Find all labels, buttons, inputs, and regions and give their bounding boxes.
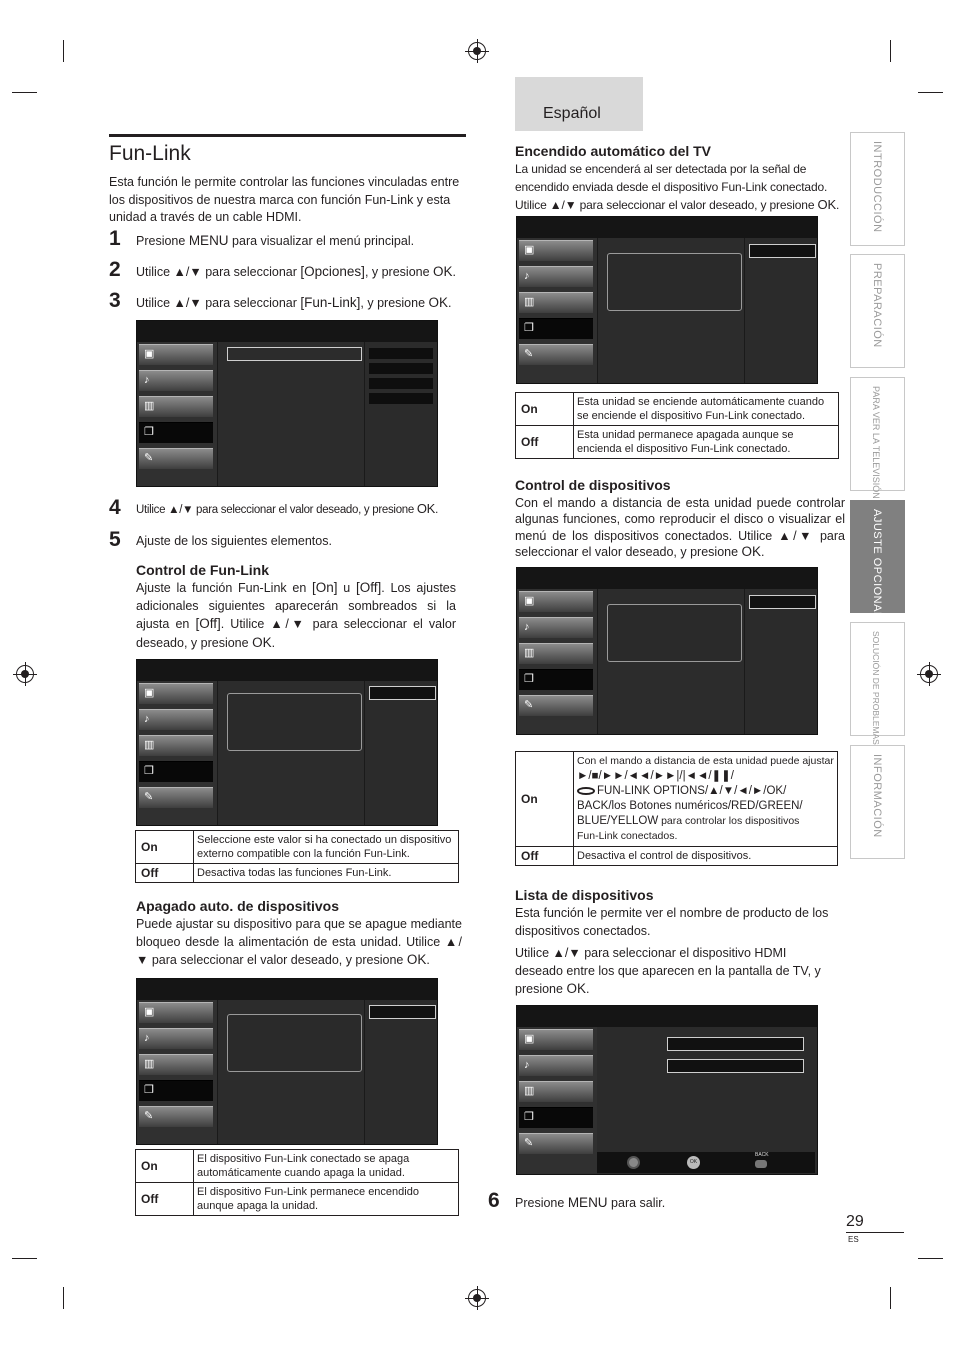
back-button-icon xyxy=(755,1160,767,1168)
back-button-label: BACK xyxy=(755,1152,769,1158)
registration-mark-icon xyxy=(16,665,34,683)
menu-screenshot-lista xyxy=(516,1005,818,1175)
option-key: Off xyxy=(136,864,194,883)
encendido-paragraph: La unidad se encenderá al ser detectada por la señal de encendido enviada desde el dispositivo Fun-Link conectado. Utilice ▲/▼ para seleccionar el valor deseado, y presione OK. xyxy=(515,162,840,212)
description-table xyxy=(135,830,459,883)
menu-screenshot-apagado xyxy=(136,978,438,1145)
option-key: Off xyxy=(136,1183,194,1216)
section-heading: Control de dispositivos xyxy=(515,477,671,493)
picture-icon: ▣ xyxy=(524,1033,535,1045)
step-number: 4 xyxy=(109,496,121,519)
option-key: Off xyxy=(516,847,574,866)
page-language-code: ES xyxy=(848,1235,859,1244)
step-5-text: Ajuste de los siguientes elementos. xyxy=(136,534,332,548)
option-key: On xyxy=(516,752,574,847)
funlink-logo-icon xyxy=(577,787,595,795)
description-table xyxy=(135,1149,459,1216)
dpad-icon xyxy=(627,1156,640,1169)
language-tab xyxy=(515,77,643,131)
options-icon: ❐ xyxy=(144,426,154,438)
page-number: 29 xyxy=(846,1213,864,1230)
option-description: Desactiva todas las funciones Fun-Link. xyxy=(194,864,459,883)
section-heading: Lista de dispositivos xyxy=(515,887,654,903)
title-rule xyxy=(109,134,466,137)
section-heading: Encendido automático del TV xyxy=(515,143,712,159)
option-key: On xyxy=(136,1150,194,1183)
step-number: 1 xyxy=(109,227,121,250)
lista-paragraph-1: Esta función le permite ver el nombre de producto de los dispositivos conectados. xyxy=(515,906,829,938)
menu-screenshot-funlink xyxy=(136,320,438,487)
step-number: 6 xyxy=(488,1189,500,1212)
registration-mark-icon xyxy=(468,1289,486,1307)
options-icon: ❐ xyxy=(524,673,534,685)
language-icon: ✎ xyxy=(524,348,534,360)
sound-icon: ♪ xyxy=(524,270,530,282)
picture-icon: ▣ xyxy=(144,687,155,699)
channel-icon: ▥ xyxy=(144,400,155,412)
registration-mark-icon xyxy=(920,665,938,683)
channel-icon: ▥ xyxy=(524,1085,535,1097)
option-description: El dispositivo Fun-Link conectado se apaga automáticamente cuando apaga la unidad. xyxy=(194,1150,459,1183)
option-description: Esta unidad permanece apagada aunque se encienda el dispositivo Fun-Link conectado. xyxy=(574,426,839,459)
page-title: Fun-Link xyxy=(109,142,191,165)
menu-screenshot-encendido xyxy=(516,216,818,384)
ok-button-icon: OK xyxy=(687,1156,700,1169)
options-icon: ❐ xyxy=(144,1084,154,1096)
step-number: 2 xyxy=(109,258,121,281)
language-icon: ✎ xyxy=(144,1110,154,1122)
lista-paragraph-2: Utilice ▲/▼ para seleccionar el dispositivo HDMI deseado entre los que aparecen en la pantalla de TV, y presione OK. xyxy=(515,946,821,996)
page-number-rule xyxy=(846,1232,904,1233)
language-icon: ✎ xyxy=(524,699,534,711)
step-1-text: Presione MENU para visualizar el menú principal. xyxy=(136,233,415,248)
control-funlink-paragraph: Ajuste la función Fun-Link en [On] u [Off]. Los ajustes adicionales siguientes aparecerán sombreados si la ajusta en [Off]. Utilice ▲/▼ para seleccionar el valor deseado, y presione OK. xyxy=(136,580,457,650)
options-icon: ❐ xyxy=(144,765,154,777)
step-2-text: Utilice ▲/▼ para seleccionar [Opciones], y presione OK. xyxy=(136,264,457,279)
language-icon: ✎ xyxy=(524,1137,534,1149)
tab-ajuste-opcional: AJUSTE OPCIONAL xyxy=(850,500,905,613)
description-table xyxy=(515,392,839,459)
picture-icon: ▣ xyxy=(524,244,535,256)
step-number: 5 xyxy=(109,528,121,551)
sound-icon: ♪ xyxy=(144,374,150,386)
language-icon: ✎ xyxy=(144,452,154,464)
option-description: El dispositivo Fun-Link permanece encendido aunque apaga la unidad. xyxy=(194,1183,459,1216)
option-key: On xyxy=(516,393,574,426)
tab-solucion-problemas: SOLUCIÓN DE PROBLEMAS xyxy=(850,622,905,736)
picture-icon: ▣ xyxy=(524,595,535,607)
apagado-paragraph: Puede ajustar su dispositivo para que se apague mediante bloqueo desde la alimentación de esta unidad. Utilice ▲/▼ para seleccionar el valor deseado, y presione OK. xyxy=(136,917,462,967)
sound-icon: ♪ xyxy=(524,1059,530,1071)
step-3-text: Utilice ▲/▼ para seleccionar [Fun-Link], y presione OK. xyxy=(136,295,452,310)
option-description: Desactiva el control de dispositivos. xyxy=(574,847,838,866)
intro-paragraph: Esta función le permite controlar las funciones vinculadas entre los dispositivos de nuestra marca con función Fun-Link y esta unidad a través de un cable HDMI. xyxy=(109,175,460,224)
sound-icon: ♪ xyxy=(144,713,150,725)
option-description: Esta unidad se enciende automáticamente cuando se enciende el dispositivo Fun-Link conectado. xyxy=(574,393,839,426)
tab-introduccion: INTRODUCCIÓN xyxy=(850,132,905,246)
channel-icon: ▥ xyxy=(144,739,155,751)
menu-screenshot-control-funlink xyxy=(136,659,438,826)
tab-para-ver-television: PARA VER LA TELEVISIÓN xyxy=(850,377,905,491)
language-label: Español xyxy=(543,105,601,122)
option-key: On xyxy=(136,831,194,864)
tab-preparacion: PREPARACIÓN xyxy=(850,254,905,368)
menu-screenshot-control-dispositivos xyxy=(516,567,818,735)
option-description: Con el mando a distancia de esta unidad puede ajustar ►/■/►►/◄◄/►►|/|◄◄/❚❚/ FUN-LINK OPTIONS/▲/▼/◄/►/OK/ BACK/los Botones numéricos/RED/GREEN/ BLUE/YELLOW para controlar los dispositivos Fun-Link conectados. xyxy=(574,752,838,847)
option-description: Seleccione este valor si ha conectado un dispositivo externo compatible con la función Fun-Link. xyxy=(194,831,459,864)
options-icon: ❐ xyxy=(524,1111,534,1123)
step-6-text: Presione MENU para salir. xyxy=(515,1195,666,1210)
channel-icon: ▥ xyxy=(144,1058,155,1070)
channel-icon: ▥ xyxy=(524,296,535,308)
registration-mark-icon xyxy=(468,42,486,60)
options-icon: ❐ xyxy=(524,322,534,334)
picture-icon: ▣ xyxy=(144,1006,155,1018)
section-heading: Apagado auto. de dispositivos xyxy=(136,898,340,914)
step-number: 3 xyxy=(109,289,121,312)
language-icon: ✎ xyxy=(144,791,154,803)
step-4-text: Utilice ▲/▼ para seleccionar el valor deseado, y presione OK. xyxy=(136,501,438,516)
option-key: Off xyxy=(516,426,574,459)
sound-icon: ♪ xyxy=(144,1032,150,1044)
tab-informacion: INFORMACIÓN xyxy=(850,745,905,859)
picture-icon: ▣ xyxy=(144,348,155,360)
channel-icon: ▥ xyxy=(524,647,535,659)
sound-icon: ♪ xyxy=(524,621,530,633)
section-heading: Control de Fun-Link xyxy=(136,562,269,578)
description-table xyxy=(515,751,838,866)
control-dispositivos-paragraph: Con el mando a distancia de esta unidad puede controlar algunas funciones, como reproducir el disco o visualizar el menú de los dispositivos conectados. Utilice ▲/▼ para seleccionar el valor deseado, y presione OK. xyxy=(515,496,845,559)
